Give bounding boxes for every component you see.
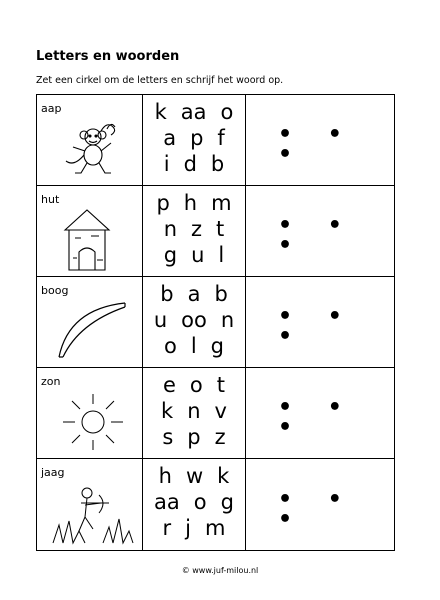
letter-option[interactable]: h: [158, 464, 172, 488]
letter-row: [143, 151, 245, 177]
answer-cell[interactable]: [246, 459, 395, 551]
worksheet-table: [36, 94, 395, 551]
letter-row: [143, 424, 245, 450]
instruction-text: Zet een cirkel om de letters en schrijf het woord op.: [36, 75, 284, 86]
letter-option[interactable]: k: [217, 464, 230, 488]
letter-grid-cell: [143, 186, 246, 277]
letter-option[interactable]: aa: [154, 490, 180, 514]
letter-option[interactable]: l: [218, 243, 225, 267]
word-picture-cell: [37, 186, 143, 277]
letter-option[interactable]: p: [187, 425, 201, 449]
letter-option[interactable]: a: [163, 126, 177, 150]
letter-row: [143, 125, 245, 151]
answer-cell[interactable]: [246, 186, 395, 277]
exercise-row: [37, 95, 395, 186]
letter-option[interactable]: p: [190, 126, 204, 150]
letter-row: [143, 281, 245, 307]
hut-picture: [51, 208, 135, 272]
letter-option[interactable]: b: [210, 152, 225, 176]
letter-row: [143, 398, 245, 424]
letter-option[interactable]: n: [220, 308, 235, 332]
letter-option[interactable]: t: [216, 217, 225, 241]
letter-option[interactable]: d: [183, 152, 197, 176]
letter-option[interactable]: o: [189, 373, 203, 397]
letter-option[interactable]: p: [156, 191, 170, 215]
letter-option[interactable]: e: [162, 373, 176, 397]
letter-option[interactable]: g: [210, 334, 225, 358]
letter-option[interactable]: a: [187, 282, 201, 306]
letter-row: [143, 190, 245, 216]
letter-row: [143, 489, 245, 515]
exercise-row: [37, 277, 395, 368]
letter-option[interactable]: u: [191, 243, 205, 267]
hunter-picture: [51, 481, 135, 545]
letter-option[interactable]: u: [153, 308, 168, 332]
exercise-row: [37, 368, 395, 459]
letter-row: [143, 515, 245, 541]
letter-option[interactable]: b: [214, 282, 228, 306]
letter-option[interactable]: k: [154, 100, 167, 124]
letter-option[interactable]: j: [185, 516, 191, 540]
page-title: Letters en woorden: [36, 49, 180, 64]
letter-option[interactable]: f: [217, 126, 225, 150]
footer-credit: © www.juf-milou.nl: [181, 566, 259, 575]
answer-cell[interactable]: [246, 95, 395, 186]
letter-option[interactable]: s: [162, 425, 174, 449]
answer-dots: • • •: [278, 395, 356, 440]
letter-option[interactable]: z: [191, 217, 203, 241]
letter-option[interactable]: h: [183, 191, 198, 215]
letter-option[interactable]: oo: [181, 308, 207, 332]
answer-dots: • • •: [278, 122, 356, 167]
target-word: jaag: [41, 466, 65, 479]
letter-option[interactable]: n: [163, 217, 178, 241]
letter-grid-cell: [143, 368, 246, 459]
letter-option[interactable]: n: [187, 399, 201, 423]
letter-option[interactable]: z: [214, 425, 226, 449]
letter-option[interactable]: t: [216, 373, 225, 397]
letter-row: [143, 307, 245, 333]
word-picture-cell: [37, 459, 143, 551]
answer-dots: • • •: [278, 213, 356, 258]
letter-row: [143, 372, 245, 398]
monkey-picture: [51, 117, 135, 181]
letter-option[interactable]: m: [211, 191, 232, 215]
letter-option[interactable]: v: [214, 399, 227, 423]
answer-cell[interactable]: [246, 277, 395, 368]
exercise-row: [37, 459, 395, 551]
target-word: zon: [41, 375, 61, 388]
bow-picture: [51, 299, 135, 363]
letter-row: [143, 463, 245, 489]
target-word: hut: [41, 193, 60, 206]
answer-dots: • • •: [278, 304, 356, 349]
letter-option[interactable]: m: [205, 516, 226, 540]
word-picture-cell: [37, 277, 143, 368]
letter-row: [143, 242, 245, 268]
letter-option[interactable]: l: [190, 334, 197, 358]
letter-option[interactable]: g: [163, 243, 178, 267]
letter-grid-cell: [143, 459, 246, 551]
answer-dots: • • •: [278, 487, 356, 532]
letter-option[interactable]: g: [220, 490, 234, 514]
letter-grid-cell: [143, 95, 246, 186]
letter-option[interactable]: i: [163, 152, 170, 176]
letter-grid-cell: [143, 277, 246, 368]
target-word: aap: [41, 102, 62, 115]
letter-row: [143, 99, 245, 125]
target-word: boog: [41, 284, 69, 297]
letter-option[interactable]: o: [220, 100, 234, 124]
word-picture-cell: [37, 368, 143, 459]
letter-option[interactable]: k: [161, 399, 174, 423]
letter-option[interactable]: o: [163, 334, 177, 358]
word-picture-cell: [37, 95, 143, 186]
letter-row: [143, 333, 245, 359]
letter-option[interactable]: aa: [180, 100, 207, 124]
exercise-row: [37, 186, 395, 277]
answer-cell[interactable]: [246, 368, 395, 459]
letter-option[interactable]: w: [185, 464, 204, 488]
letter-option[interactable]: r: [162, 516, 172, 540]
letter-option[interactable]: o: [193, 490, 207, 514]
letter-row: [143, 216, 245, 242]
letter-option[interactable]: b: [160, 282, 174, 306]
sun-picture: [51, 390, 135, 454]
